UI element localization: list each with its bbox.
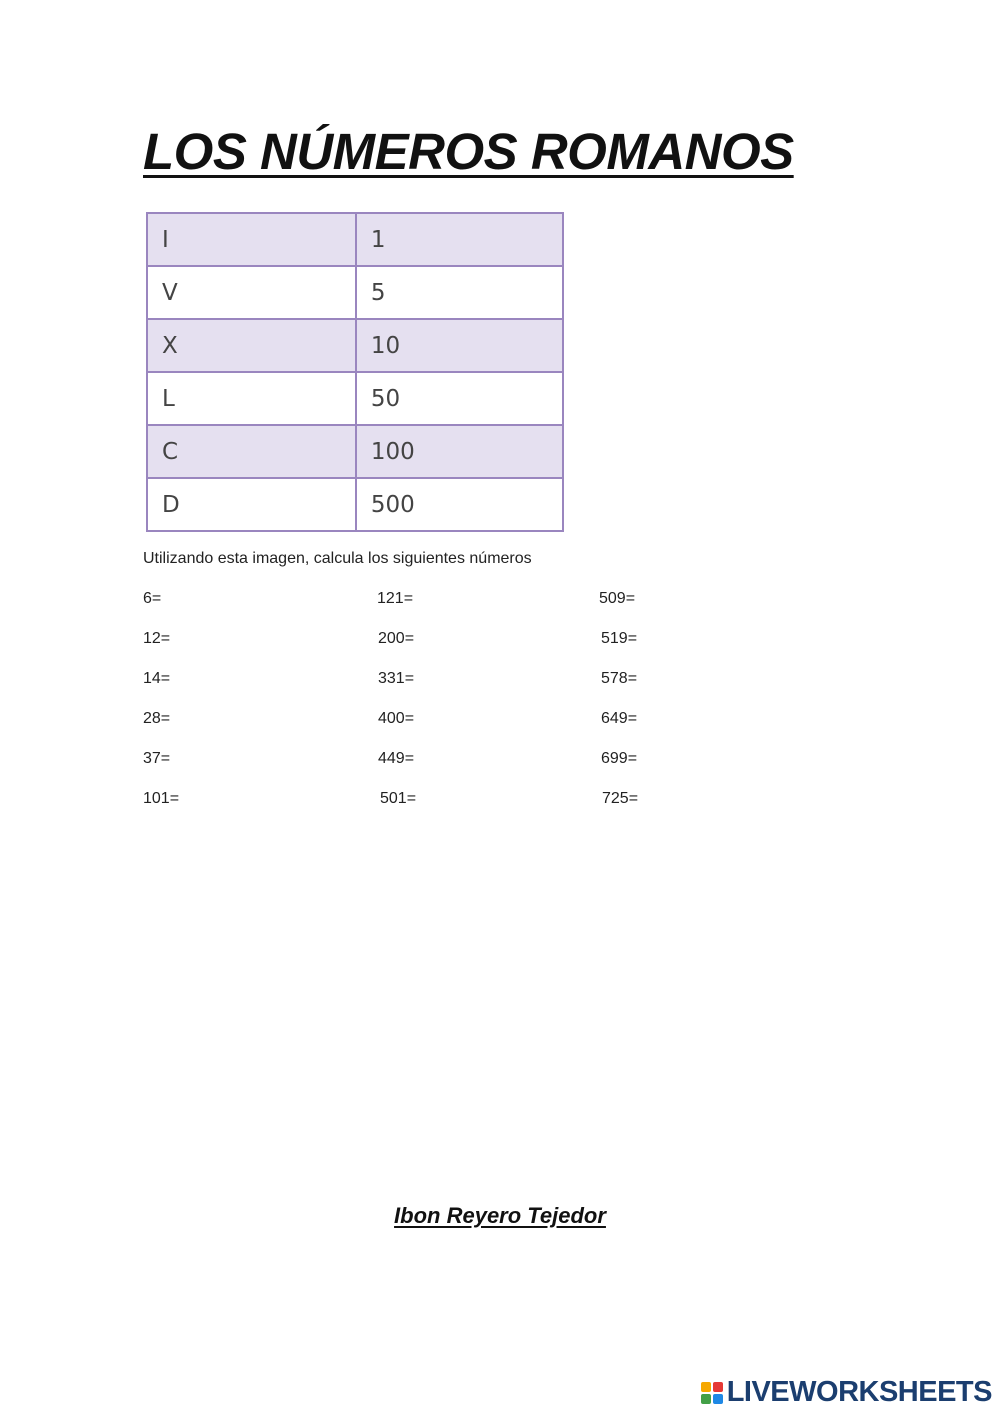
exercise-item[interactable]: 501= (380, 790, 417, 807)
table-row (147, 425, 563, 478)
exercise-item[interactable]: 331= (378, 670, 415, 687)
exercise-item[interactable]: 699= (601, 750, 638, 767)
roman-symbol-cell: V (147, 266, 356, 319)
exercise-item[interactable]: 121= (377, 590, 414, 607)
arabic-value-cell: 1 (356, 213, 563, 266)
liveworksheets-brand (701, 1376, 992, 1409)
page-title: LOS NÚMEROS ROMANOS (143, 123, 794, 180)
exercise-item[interactable]: 519= (601, 630, 638, 647)
liveworksheets-logo-icon (701, 1382, 723, 1404)
instruction-text: Utilizando esta imagen, calcula los siguientes números (143, 550, 532, 567)
exercise-item[interactable]: 449= (378, 750, 415, 767)
exercise-item[interactable]: 37= (143, 750, 171, 767)
brand-name: LIVEWORKSHEETS (726, 1376, 992, 1408)
roman-symbol-cell: D (147, 478, 356, 531)
exercise-item[interactable]: 400= (378, 710, 415, 727)
author-name: Ibon Reyero Tejedor (394, 1203, 606, 1228)
logo-square (701, 1382, 711, 1392)
roman-symbol-cell: L (147, 372, 356, 425)
exercise-item[interactable]: 14= (143, 670, 171, 687)
roman-symbol-cell: C (147, 425, 356, 478)
table-row (147, 319, 563, 372)
roman-numerals-table (146, 212, 564, 532)
exercise-item[interactable]: 509= (599, 590, 636, 607)
logo-square (701, 1394, 711, 1404)
logo-square (713, 1394, 723, 1404)
arabic-value-cell: 5 (356, 266, 563, 319)
table-row (147, 266, 563, 319)
exercise-item[interactable]: 6= (143, 590, 162, 607)
exercise-item[interactable]: 12= (143, 630, 171, 647)
exercise-item[interactable]: 649= (601, 710, 638, 727)
exercise-item[interactable]: 200= (378, 630, 415, 647)
roman-symbol-cell: I (147, 213, 356, 266)
roman-symbol-cell: X (147, 319, 356, 372)
logo-square (713, 1382, 723, 1392)
arabic-value-cell: 50 (356, 372, 563, 425)
table-row (147, 372, 563, 425)
arabic-value-cell: 100 (356, 425, 563, 478)
exercise-item[interactable]: 578= (601, 670, 638, 687)
exercise-item[interactable]: 725= (602, 790, 639, 807)
table-row (147, 213, 563, 266)
arabic-value-cell: 10 (356, 319, 563, 372)
exercise-item[interactable]: 28= (143, 710, 171, 727)
table-row (147, 478, 563, 531)
arabic-value-cell: 500 (356, 478, 563, 531)
exercise-item[interactable]: 101= (143, 790, 180, 807)
